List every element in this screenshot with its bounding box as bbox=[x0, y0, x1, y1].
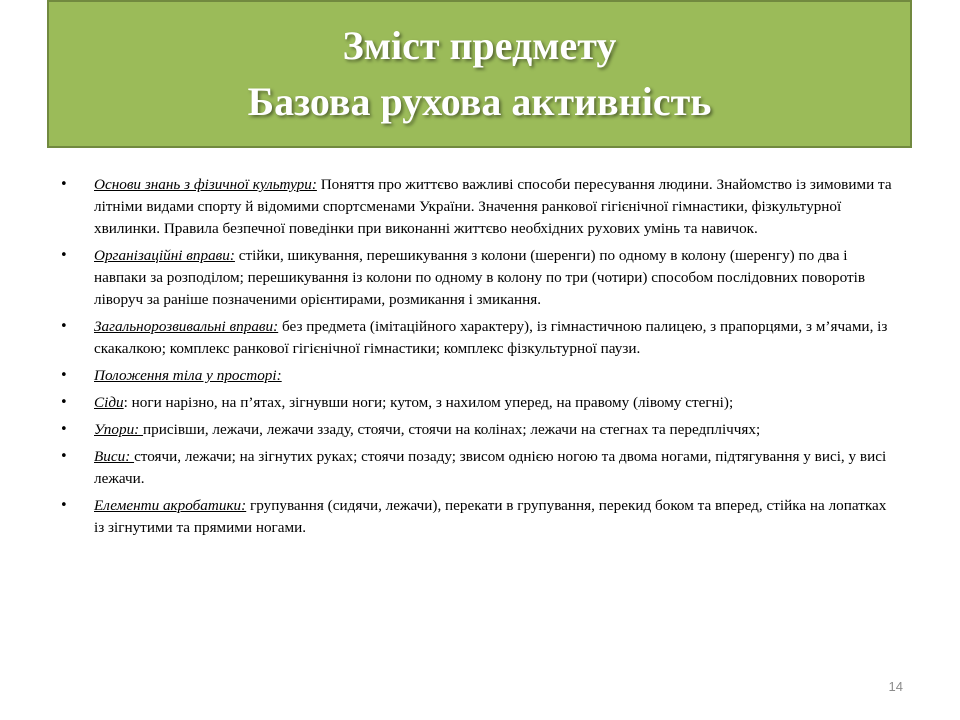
list-item bbox=[60, 365, 900, 387]
list-item bbox=[60, 446, 900, 490]
item-term: Основи знань з фізичної культури: bbox=[94, 176, 317, 193]
bullet-icon: • bbox=[60, 395, 68, 410]
item-term: Елементи акробатики: bbox=[94, 497, 247, 514]
item-text: : ноги нарізно, на п’ятах, зігнувши ноги; кутом, з нахилом уперед, на правому (лівому стегні); bbox=[123, 394, 734, 411]
list-item bbox=[60, 392, 900, 414]
item-term: Виси: bbox=[94, 448, 135, 465]
bullet-icon: • bbox=[60, 177, 68, 192]
item-text: групування (сидячи, лежачи), перекати в групування, перекид боком та вперед, стійка на лопатках із зігнутими та прямими ногами. bbox=[94, 497, 887, 536]
item-text: стоячи, лежачи; на зігнутих руках; стоячи позаду; звисом однією ногою та двома ногами, підтягування у висі, у висі лежачи. bbox=[94, 448, 887, 487]
list-item bbox=[60, 245, 900, 311]
content-list bbox=[60, 174, 900, 544]
item-text: стійки, шикування, перешикування з колони (шеренги) по одному в колону (шеренгу) по два і навпаки за розподілом; перешикування із колони по одному в колону по три (чотири) способом послідовних поворотів ліворуч за раніше позначеними орієнтирами, розмикання і змикання. bbox=[94, 247, 866, 308]
item-term: Упори: bbox=[94, 421, 144, 438]
page-number: 14 bbox=[888, 679, 903, 694]
bullet-icon: • bbox=[60, 368, 68, 383]
bullet-icon: • bbox=[60, 422, 68, 437]
list-item bbox=[60, 419, 900, 441]
bullet-icon: • bbox=[60, 248, 68, 263]
item-term: Сіди bbox=[94, 394, 124, 411]
list-item bbox=[60, 174, 900, 240]
bullet-icon: • bbox=[60, 319, 68, 334]
item-term: Положення тіла у просторі: bbox=[94, 367, 282, 384]
title-line-2: Базова рухова активність bbox=[247, 79, 712, 124]
item-text: Поняття про життєво важливі способи пересування людини. Знайомство із зимовими та літніми видами спорту й відомими спортсменами України. Значення ранкової гігієнічної гімнастики, фізкультурної хвилинки. Правила безпечної поведінки при виконанні життєво необхідних рухових умінь та навичок. bbox=[94, 176, 892, 237]
bullet-icon: • bbox=[60, 498, 68, 513]
item-text: без предмета (імітаційного характеру), із гімнастичною палицею, з прапорцями, з м’ячами, із скакалкою; комплекс ранкової гігієнічної гімнастики; комплекс фізкультурної паузи. bbox=[94, 318, 888, 357]
list-item bbox=[60, 316, 900, 360]
title-box bbox=[47, 0, 912, 148]
list-item bbox=[60, 495, 900, 539]
bullet-icon: • bbox=[60, 449, 68, 464]
title-line-1: Зміст предмету bbox=[342, 23, 617, 68]
item-term: Загальнорозвивальні вправи: bbox=[94, 318, 279, 335]
item-text: присівши, лежачи, лежачи ззаду, стоячи, стоячи на колінах; лежачи на стегнах та передпліччях; bbox=[143, 421, 761, 438]
item-term: Організаційні вправи: bbox=[94, 247, 235, 264]
